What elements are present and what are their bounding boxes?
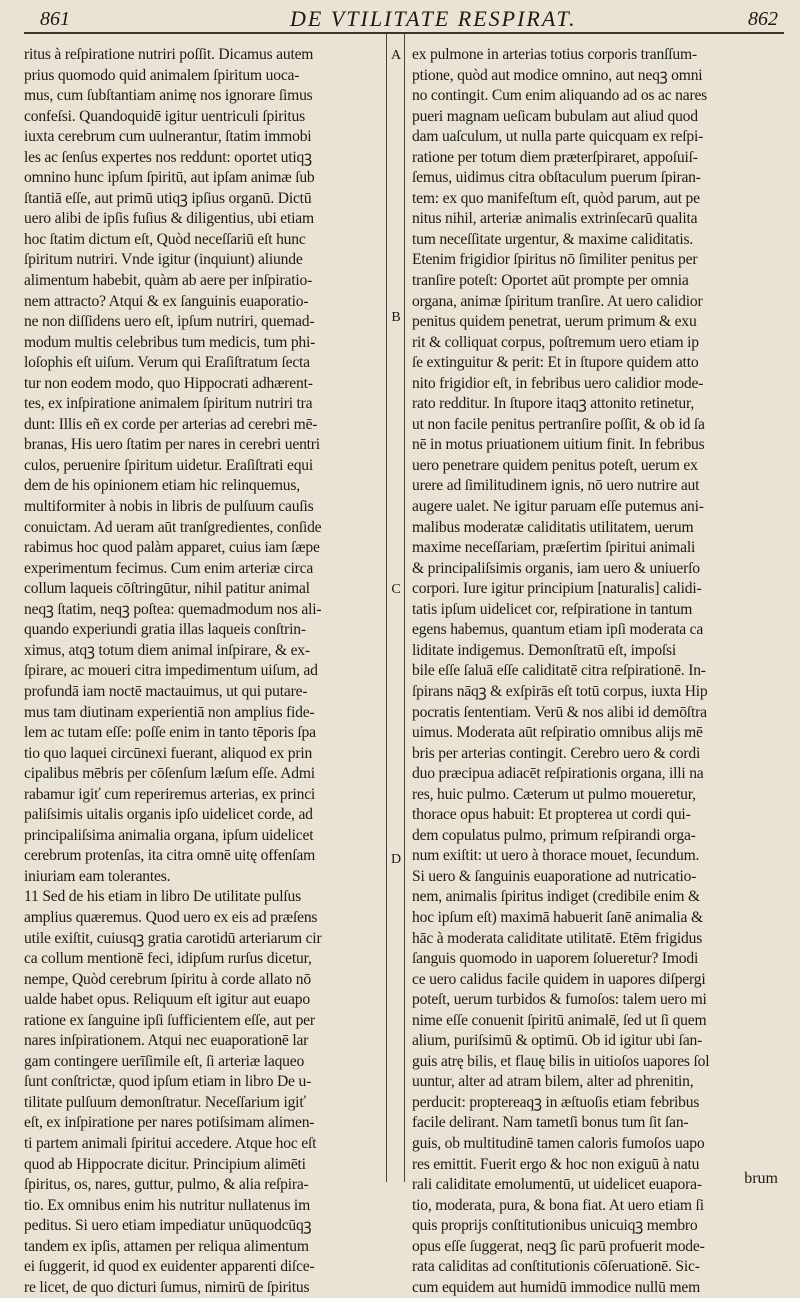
text-line: ex pulmone in arterias totius corporis tranſſum- xyxy=(412,46,697,63)
text-line: hoc ipſum eſt) maximā habuerit ſanē animalia & xyxy=(412,908,703,926)
running-title: DE VTILITATE RESPIRAT. xyxy=(290,6,577,31)
text-line: penitus quidem penetrat, uerum primum & exu xyxy=(412,313,697,331)
text-line: ſpirans nāqꝫ & exſpirās eſt totū corpus, iuxta Hip xyxy=(412,682,708,700)
text-line: ne non diſſidens uero eſt, ipſum nutriri, quemad- xyxy=(24,313,315,331)
text-line: pueri magnam ueſicam bubulam aut aliud quod xyxy=(412,107,698,125)
text-line: experimentum fecimus. Cum enim arteriæ circa xyxy=(24,559,314,577)
text-line: uuntur, alter ad atram bilem, alter ad phrenitin, xyxy=(412,1073,694,1091)
text-line: cum equidem aut humidū immodice nullū mem xyxy=(412,1278,701,1296)
text-line: tum neceſſitate urgentur, & maxime caliditatis. xyxy=(412,230,694,248)
text-line: tandem ex ipſis, attamen per reliqua alimentum xyxy=(24,1237,309,1255)
text-line: facile delirant. Nam tametſi bonus tum ſit ſan- xyxy=(412,1114,689,1132)
text-line: ratione per totum diem præterſpiraret, appoſuiſ- xyxy=(412,148,698,166)
text-line: res, huic pulmo. Cæterum ut pulmo moueretur, xyxy=(412,785,696,803)
text-line: confeſsi. Quandoquidē igitur uentriculi ſpiritus xyxy=(24,107,305,125)
text-line: paliſsimis uitalis organis ipſo uidelicet corde, ad xyxy=(24,806,313,824)
text-line: rabimus hoc quod palàm apparet, cuius iam ſæpe xyxy=(24,539,320,557)
text-line: peditus. Si uero etiam impediatur unūquodcūqꝫ xyxy=(24,1217,312,1235)
text-line: modum multis celebribus tum medicis, tum phi- xyxy=(24,333,316,351)
text-line: bris per arterias contingit. Cerebro uero & cordi xyxy=(412,744,701,762)
text-line: no contingit. Cum enim aliquando ad os ac nares xyxy=(412,87,708,105)
text-line: bile eſſe ſaluā eſſe caliditatē citra reſpirationē. In- xyxy=(412,662,706,680)
text-line: ratione ex ſanguine ipſi ſufficientem eſſe, aut per xyxy=(24,1011,315,1029)
text-line: rata caliditas ad conſtitutionis cōſeruationē. Sic- xyxy=(412,1258,700,1276)
text-line: liditate indigemus. Demonſtratū eſt, impoſsi xyxy=(412,641,677,659)
text-line: rato redditur. In ſtupore itaqꝫ attonito retinetur, xyxy=(412,395,695,413)
margin-marker-a: A xyxy=(390,48,402,63)
text-line: dem de his opinionem etiam hic relinquemus, xyxy=(24,477,300,495)
text-line: organa, animæ ſpiritum tranſire. At uero calidior xyxy=(412,292,703,310)
text-line: quando experiundi gratia illas laqueis conſtrin- xyxy=(24,621,306,639)
text-line: egens habemus, quantum etiam ipſi moderata ca xyxy=(412,621,704,639)
margin-marker-d: D xyxy=(390,852,402,867)
text-line: ce uero calidus facile quidem in uapores diſpergi xyxy=(412,970,706,988)
text-line: ſanguis quomodo in uaporem ſolueretur? Imodi xyxy=(412,950,699,968)
text-line: augere ualet. Ne igitur paruam eſſe putemus ani- xyxy=(412,498,704,516)
text-line: tem: ex quo manifeſtum eſt, quòd parum, aut pe xyxy=(412,189,700,207)
text-line: re licet, de quo dicturi ſumus, nimirū de ſpiritus xyxy=(24,1278,310,1296)
text-line: multiformiter à nobis in libris de pulſuum cauſis xyxy=(24,498,314,516)
text-line: eſt, ex inſpiratione per nares potiſsimam alimen- xyxy=(24,1114,315,1132)
text-line: omnino hunc ipſum ſpiritū, aut ipſam animæ ſub xyxy=(24,169,315,187)
text-line: collum laqueis cōſtringūtur, nihil patitur animal xyxy=(24,580,310,598)
text-line: duo præcipua adiacēt reſpirationis organa, illi na xyxy=(412,765,704,783)
text-line: uero alibi de ipſis fuſius & diligentius, ubi etiam xyxy=(24,210,314,228)
text-line: nitus nihil, arteriæ animalis extrinſecarū qualita xyxy=(412,210,698,228)
right-page-number: 862 xyxy=(748,8,778,30)
text-line: res emittit. Fuerit ergo & hoc non exiguū à natu xyxy=(412,1155,700,1173)
text-line: ei ſuggerit, id quod ex euidenter apparenti diſce- xyxy=(24,1258,315,1276)
text-line: lem ac tutam eſſe: poſſe enim in tanto tēporis ſpa xyxy=(24,724,316,742)
text-line: tio, moderata, pura, & bona fiat. At uero etiam ſi xyxy=(412,1196,704,1214)
text-line: nito frigidior eſt, in febribus uero calidior mode- xyxy=(412,374,704,392)
text-line: rit & colliquat corpus, poſtremum uero etiam ip xyxy=(412,333,699,351)
text-line: maxime neceſſariam, præſertim ſpiritui animali xyxy=(412,539,696,557)
left-text-column xyxy=(24,45,381,1298)
text-line: neqꝫ ſtatim, neqꝫ poſtea: quemadmodum nos ali- xyxy=(24,600,322,618)
text-line: thorace opus habuit: Et propterea ut cordi qui- xyxy=(412,806,691,824)
text-line: cerebrum protenſas, ita citra omnē uitę offenſam xyxy=(24,847,316,865)
text-line: nares inſpirationem. Atqui nec euaporationē lar xyxy=(24,1032,309,1050)
margin-marker-c: C xyxy=(391,582,401,597)
text-line: ſpirare, ac moueri citra impedimentum uiſum, ad xyxy=(24,662,318,680)
text-line: uimus. Moderata aūt reſpiratio omnibus alijs mē xyxy=(412,724,703,742)
text-line: tur non eodem modo, quo Hippocrati adhærent- xyxy=(24,374,313,392)
text-line: alimentum habebit, quàm ab aere per inſpiratio- xyxy=(24,272,313,290)
text-line: ptione, quòd aut modice omnino, aut neqꝫ omni xyxy=(412,66,703,84)
text-line: uero penetrare quidem penitus poteſt, uerum ex xyxy=(412,456,698,474)
text-line: tio. Ex omnibus enim his nutritur nullatenus im xyxy=(24,1196,310,1214)
text-line: iniuriam eam tolerantes. xyxy=(24,867,171,885)
text-line: 11 Sed de his etiam in libro De utilitate pulſus xyxy=(24,888,301,906)
text-line: nem, animalis ſpiritus indiget (credibile enim & xyxy=(412,888,700,906)
text-line: amplius quæremus. Quod uero ex eis ad præſens xyxy=(24,908,318,926)
text-line: ut non facile penitus pertranſire poſſit, & ob id ſa xyxy=(412,415,705,433)
text-line: ritus à reſpiratione nutriri poſſit. Dicamus autem xyxy=(24,46,314,63)
text-line: loſophis eſt uiſum. Verum qui Eraſiſtratum ſecta xyxy=(24,354,310,372)
text-line: ſe extinguitur & perit: Et in ſtupore quidem atto xyxy=(412,354,699,372)
text-line: mus, cum ſubſtantiam animę nos ignorare ſimus xyxy=(24,87,313,105)
text-line: ſunt conſtrictæ, quod ipſum etiam in libro De u- xyxy=(24,1073,312,1091)
text-line: gam contingere uerīſimile eſt, ſi arteriæ laqueo xyxy=(24,1052,305,1070)
text-line: corpori. Iure igitur principium [naturalis] calidi- xyxy=(412,580,702,598)
text-line: perducit: proptereaqꝫ in æſtuoſis etiam febribus xyxy=(412,1093,700,1111)
text-line: dem copulatus pulmo, primum reſpirandi orga- xyxy=(412,826,696,844)
text-line: hāc à moderata caliditate utilitatē. Etēm frigidus xyxy=(412,929,703,947)
text-line: principaliſsima animalia organa, ipſum uidelicet xyxy=(24,826,314,844)
text-line: ſpiritus, os, nares, guttur, pulmo, & alia reſpira- xyxy=(24,1176,309,1194)
text-line: Si uero & ſanguinis euaporatione ad nutricatio- xyxy=(412,867,697,885)
text-line: nempe, Quòd cerebrum ſpiritu à corde allato nō xyxy=(24,970,311,988)
text-line: quod ab Hippocrate dicitur. Principium alimēti xyxy=(24,1155,306,1173)
text-line: mus tam diutinam experientiā non amplius fide- xyxy=(24,703,315,721)
text-line: iuxta cerebrum cum uulnerantur, ſtatim immobi xyxy=(24,128,312,146)
text-line: rali caliditate emolumentū, ut uidelicet euapora- xyxy=(412,1176,702,1194)
text-line: tatis ipſum uidelicet cor, reſpiratione in tantum xyxy=(412,600,693,618)
text-line: ſemus, uidimus citra obſtaculum puerum ſpiran- xyxy=(412,169,701,187)
text-line: malibus moderatæ caliditatis utilitatem, uerum xyxy=(412,518,694,536)
text-line: quis proprijs conſtitutionibus unicuiqꝫ membro xyxy=(412,1217,698,1235)
text-line: tranſire poteſt: Oportet aūt prompte per omnia xyxy=(412,272,689,290)
text-line: dam uaſculum, ut nulla parte quicquam ex reſpi- xyxy=(412,128,704,146)
text-line: tilitate pulſuum demonſtratur. Neceſſarium igiť xyxy=(24,1093,306,1111)
text-line: nem attracto? Atqui & ex ſanguinis euaporatio- xyxy=(24,292,309,310)
right-text-column xyxy=(412,45,782,1298)
text-line: cipalibus mēbris per cōſenſum læſum eſſe. Admi xyxy=(24,765,315,783)
text-line: ualde habet opus. Reliquum eſt igitur aut euapo xyxy=(24,991,310,1009)
text-line: ti partem animali ſpiritui accedere. Atque hoc eſt xyxy=(24,1134,317,1152)
text-line: conuictam. Ad ueram aūt tranſgredientes, conſide xyxy=(24,518,322,536)
text-line: urere ad ſimilitudinem ignis, nō uero nutrire aut xyxy=(412,477,700,495)
text-line: nē in motus priuationem uitium finit. In febribus xyxy=(412,436,705,454)
text-line: culos, peruenire ſpiritum uidetur. Eraſiſtrati equi xyxy=(24,456,314,474)
text-line: profundā iam noctē mactauimus, ut qui putare- xyxy=(24,682,308,700)
text-line: branas, His uero ſtatim per nares in cerebri uentri xyxy=(24,436,320,454)
text-line: hoc ſtatim dictum eſt, Quòd neceſſariū eſt hunc xyxy=(24,230,306,248)
catchword: brum xyxy=(744,1170,778,1187)
text-line: ca collum mentionē feci, idipſum rurſus dicetur, xyxy=(24,950,312,968)
text-line: ximus, atqꝫ totum diem animal inſpirare, & ex- xyxy=(24,641,310,659)
text-line: poteſt, uerum turbidos & fumoſos: talem uero mi xyxy=(412,991,707,1009)
text-line: pocratis ſententiam. Verū & nos alibi id demōſtra xyxy=(412,703,707,721)
text-line: guis, ob multitudinē tamen caloris fumoſos uapo xyxy=(412,1134,705,1152)
text-line: ſtantiā eſſe, aut primū utiqꝫ ipſius organū. Dictū xyxy=(24,189,312,207)
text-line: & principaliſsimis organis, iam uero & uniuerſo xyxy=(412,559,700,577)
text-line: Etenim frigidior ſpiritus nō ſimiliter penitus per xyxy=(412,251,698,269)
page-header xyxy=(0,4,800,32)
text-line: nime eſſe conuenit ſpiritū animalē, ſed ut ſi quem xyxy=(412,1011,707,1029)
text-line: ſpiritum nutriri. Vnde igitur (inquiunt) aliunde xyxy=(24,251,303,269)
text-line: alium, puriſsimū & optimū. Ob id igitur ubi ſan- xyxy=(412,1032,703,1050)
text-line: tes, ex inſpiratione animalem ſpiritum nutriri tra xyxy=(24,395,313,413)
text-line: guis atrę bilis, et flauę bilis in uitioſos uapores ſol xyxy=(412,1052,710,1070)
text-line: tio quo laquei circūnexi fuerant, aliquod ex prin xyxy=(24,744,313,762)
text-line: rabamur igiť cum reperiremus arterias, ex princi xyxy=(24,785,316,803)
text-line: dunt: Illis eñ ex corde per arterias ad cerebri mē- xyxy=(24,415,318,433)
text-line: les ac ſenſus expertes nos reddunt: oportet utiqꝫ xyxy=(24,148,312,166)
text-line: opus eſſe ſuggerat, neqꝫ ſic parū profuerit mode- xyxy=(412,1237,705,1255)
text-line: num exiſtit: ut uero à thorace mouet, ſecundum. xyxy=(412,847,700,865)
column-rule-left xyxy=(386,34,387,1182)
column-rule-right xyxy=(404,34,405,1182)
text-line: prius quomodo quid animalem ſpiritum uoca- xyxy=(24,66,300,84)
left-page-number: 861 xyxy=(40,8,70,30)
margin-marker-b: B xyxy=(391,310,401,325)
text-line: utile exiſtit, cuiusqꝫ gratia carotidū arteriarum cir xyxy=(24,929,322,947)
